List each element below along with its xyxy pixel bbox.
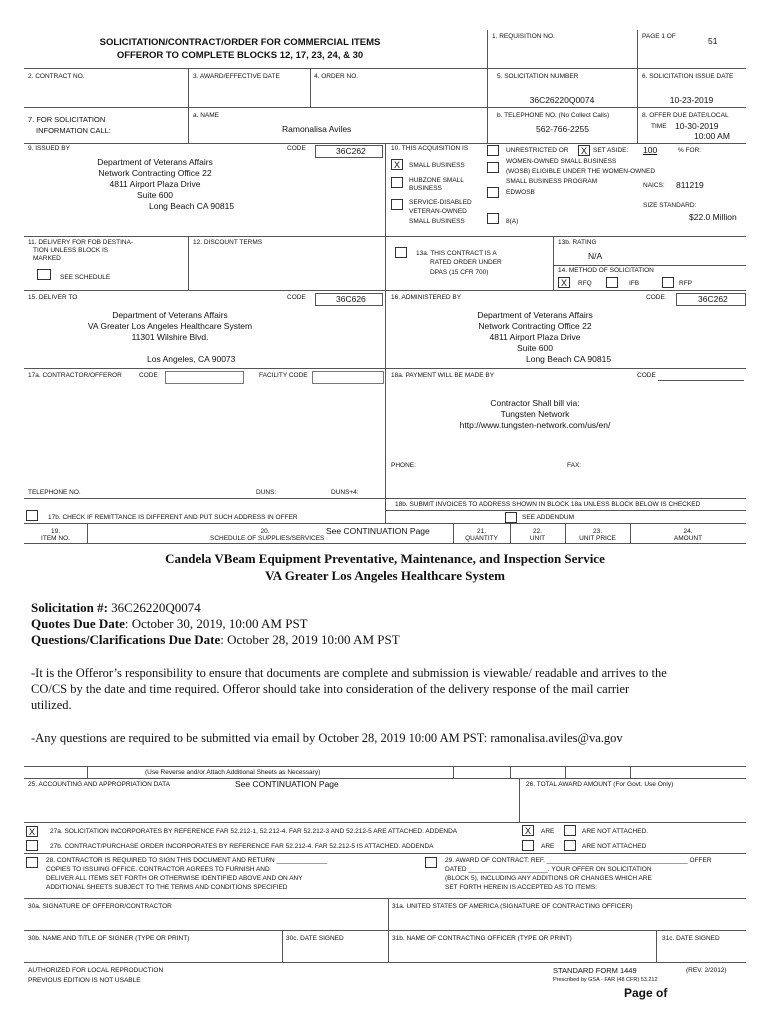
see-addendum-checkbox[interactable] [505, 512, 517, 523]
responsibility-paragraph-1: -It is the Offeror’s responsibility to ensure that documents are complete and submission is viewable/ readable and arrives to the [31, 666, 667, 680]
reverse-note: (Use Reverse and/or Attach Additional Sheets as Necessary) [145, 769, 321, 776]
issued-by-code-label: CODE [287, 145, 306, 152]
rfq-label: RFQ [578, 280, 592, 287]
see-schedule-label: SEE SCHEDULE [60, 274, 111, 281]
officer-date-label: 31c. DATE SIGNED [662, 935, 720, 942]
28-line-4: ADDITIONAL SHEETS SUBJECT TO THE TERMS AND CONDITIONS SPECIFIED [46, 884, 288, 891]
accounting-label: 25. ACCOUNTING AND APPROPRIATION DATA [28, 781, 170, 788]
issued-by-label: 9. ISSUED BY [28, 145, 70, 152]
discount-terms-label: 12. DISCOUNT TERMS [193, 239, 263, 246]
phone-label: PHONE: [391, 462, 416, 469]
see-schedule-checkbox[interactable] [37, 269, 51, 280]
sdvosb-label-2: VETERAN-OWNED [409, 208, 467, 215]
col-unit: UNIT [529, 535, 546, 542]
delivery-fob-label-3: MARKED [33, 255, 61, 262]
page-of: Page of [624, 986, 668, 1000]
contact-name: Ramonalisa Aviles [282, 124, 352, 134]
administered-line-3: 4811 Airport Plaza Drive [489, 332, 581, 342]
29-line-2: DATED ______________________. YOUR OFFER ON SOLICITATION [445, 866, 652, 873]
27b-are-label: ARE [541, 843, 555, 850]
standard-form: STANDARD FORM 1449 [553, 966, 637, 975]
telephone-value: 562-766-2255 [536, 124, 589, 134]
deliver-to-city: Los Angeles, CA 90073 [147, 354, 236, 364]
quotes-due-value: : October 30, 2019, 10:00 AM PST [124, 616, 308, 631]
small-business-label: SMALL BUSINESS [409, 162, 465, 169]
edwosb-checkbox[interactable] [487, 187, 499, 198]
col-unit-price: UNIT PRICE [579, 535, 616, 542]
info-call-label-2: INFORMATION CALL: [36, 126, 111, 135]
27b-are-not-label: ARE NOT ATTACHED [582, 843, 647, 850]
administered-line-5: Long Beach CA 90815 [526, 354, 612, 364]
quotes-due-line [31, 617, 308, 630]
rated-order-label-2: RATED ORDER UNDER [430, 259, 502, 266]
offer-due-time-label: TIME [651, 123, 667, 130]
contractor-label: 17a. CONTRACTOR/OFFEROR [28, 372, 122, 379]
payment-line-2: Tungsten Network [500, 409, 570, 419]
body-heading-1: Candela VBeam Equipment Preventative, Maintenance, and Inspection Service [165, 551, 605, 566]
remittance-checkbox[interactable] [26, 510, 38, 521]
28-checkbox[interactable] [26, 857, 38, 868]
page-label: PAGE 1 OF [642, 33, 676, 40]
form-revision: (REV. 2/2012) [686, 967, 727, 974]
col-schedule-num: 20. [260, 528, 270, 535]
contractor-signature-label: 30a. SIGNATURE OF OFFEROR/CONTRACTOR [28, 903, 172, 910]
naics-value: 811219 [676, 180, 704, 190]
payment-line-1: Contractor Shall bill via: [490, 398, 580, 408]
col-amount-num: 24. [683, 528, 693, 535]
contract-no-label: 2. CONTRACT NO. [28, 73, 85, 80]
set-aside-checkbox[interactable]: X [578, 145, 590, 156]
col-amount: AMOUNT [673, 535, 703, 542]
questions-paragraph: -Any questions are required to be submitted via email by October 28, 2019 10:00 AM PST: ramonalisa.aviles@va.gov [31, 731, 623, 745]
telephone-no-label: TELEPHONE NO. [28, 489, 81, 496]
officer-name-label: 31b. NAME OF CONTRACTING OFFICER (TYPE OR PRINT) [392, 935, 572, 942]
27b-are-checkbox[interactable] [522, 840, 534, 851]
28-line-2: COPIES TO ISSUING OFFICE. CONTRACTOR AGREES TO FURNISH AND [46, 866, 270, 873]
telephone-label: b. TELEPHONE NO. (No Collect Calls) [497, 112, 610, 119]
offer-due-date: 10-30-2019 [675, 121, 719, 131]
administered-by-label: 16. ADMINISTERED BY [391, 294, 462, 301]
rating-label: 13b. RATING [558, 239, 597, 246]
col-unit-num: 22. [532, 528, 543, 535]
wosb-checkbox[interactable] [487, 162, 499, 173]
page-total: 51 [708, 36, 718, 46]
issued-by-line-3: 4811 Airport Plaza Drive [109, 179, 201, 189]
solicitation-number-label: 5. SOLICITATION NUMBER [497, 73, 579, 80]
form-title-line1: SOLICITATION/CONTRACT/ORDER FOR COMMERCIAL ITEMS [99, 37, 381, 48]
administered-code-label: CODE [646, 294, 665, 301]
facility-code-label: FACILITY CODE [259, 372, 308, 379]
questions-due-label: Questions/Clarifications Due Date [31, 632, 221, 647]
administered-line-1: Department of Veterans Affairs [477, 310, 593, 320]
rated-order-label-3: DPAS (15 CFR 700) [430, 269, 489, 276]
sdvosb-label-1: SERVICE-DISABLED [409, 199, 472, 206]
duns-label: DUNS: [256, 489, 277, 496]
set-aside-label: SET ASIDE: [593, 147, 629, 154]
solicitation-line-label: Solicitation #: [31, 600, 108, 615]
27a-are-checkbox[interactable]: X [522, 825, 534, 836]
questions-due-value: : October 28, 2019 10:00 AM PST [220, 632, 400, 647]
col-schedule: SCHEDULE OF SUPPLIES/SERVICES [210, 535, 325, 542]
requisition-no-label: 1. REQUISITION NO. [492, 33, 555, 40]
hubzone-label-1: HUBZONE SMALL [409, 177, 464, 184]
us-signature-label: 31a. UNITED STATES OF AMERICA (SIGNATURE OF CONTRACTING OFFICER) [392, 903, 633, 910]
29-checkbox[interactable] [425, 857, 437, 868]
29-line-3: (BLOCK 5), INCLUDING ANY ADDITIONS OR CHANGES WHICH ARE [445, 875, 652, 882]
fax-label: FAX: [567, 462, 582, 469]
col-quantity: QUANTITY [465, 535, 498, 542]
rated-order-label-1: 13a. THIS CONTRACT IS A [416, 250, 497, 257]
unrestricted-checkbox[interactable] [487, 145, 499, 156]
payment-label: 18a. PAYMENT WILL BE MADE BY [391, 372, 495, 379]
col-unit-price-num: 23. [592, 528, 603, 535]
29-line-1: 29. AWARD OF CONTRACT: REF. _______________________________________ OFFER [445, 857, 712, 864]
method-label: 14. METHOD OF SOLICITATION [558, 267, 654, 274]
body-heading-2: VA Greater Los Angeles Healthcare System [265, 568, 505, 583]
27a-checkbox[interactable]: X [26, 826, 38, 837]
signer-name-label: 30b. NAME AND TITLE OF SIGNER (TYPE OR PRINT) [28, 935, 190, 942]
deliver-to-code: 36C626 [336, 294, 366, 304]
deliver-to-line-1: Department of Veterans Affairs [112, 310, 228, 320]
col-item-no: ITEM NO. [41, 535, 70, 542]
issued-by-line-5: Long Beach CA 90815 [149, 201, 235, 211]
accounting-value: See CONTINUATION Page [235, 779, 339, 789]
unrestricted-label: UNRESTRICTED OR [506, 147, 569, 154]
issued-by-line-4: Suite 600 [137, 190, 173, 200]
issued-by-line-1: Department of Veterans Affairs [97, 157, 213, 167]
sdvosb-label-3: SMALL BUSINESS [409, 218, 465, 225]
naics-label: NAICS: [643, 182, 665, 189]
27b-checkbox[interactable] [26, 840, 38, 851]
percent-for-label: % FOR: [678, 147, 702, 154]
auth-line-2: PREVIOUS EDITION IS NOT USABLE [28, 977, 141, 984]
size-standard-value: $22.0 Million [689, 212, 737, 222]
issue-date-label: 6. SOLICITATION ISSUE DATE [642, 73, 734, 80]
order-no-label: 4. ORDER NO. [314, 73, 359, 80]
solicitation-number: 36C26220Q0074 [529, 95, 595, 105]
rfq-checkbox[interactable]: X [558, 277, 570, 288]
ifb-label: IFB [629, 280, 640, 287]
ifb-checkbox[interactable] [606, 277, 618, 288]
solicitation-line-value: 36C26220Q0074 [107, 600, 201, 615]
hubzone-label-2: BUSINESS [409, 185, 442, 192]
quotes-due-label: Quotes Due Date [31, 616, 125, 631]
offer-due-time: 10:00 AM [694, 131, 730, 141]
col-item-no-num: 19. [50, 528, 61, 535]
administered-line-2: Network Contracting Office 22 [478, 321, 592, 331]
rfp-label: RFP [679, 280, 692, 287]
27b-are-not-checkbox[interactable] [564, 840, 576, 851]
questions-due-line [31, 633, 400, 646]
rating-value: N/A [588, 251, 603, 261]
27b-text: 27b. CONTRACT/PURCHASE ORDER INCORPORATES BY REFERENCE FAR 52.212-4. FAR 52.212-5 IS ATTACHED. ADDENDA [50, 843, 434, 850]
8a-checkbox[interactable] [487, 213, 499, 224]
award-date-label: 3. AWARD/EFFECTIVE DATE [193, 73, 280, 80]
27a-are-not-label: ARE NOT ATTACHED. [582, 828, 649, 835]
wosb-label-2: (WOSB) ELIGIBLE UNDER THE WOMEN-OWNED [506, 168, 656, 175]
28-line-1: 28. CONTRACTOR IS REQUIRED TO SIGN THIS DOCUMENT AND RETURN ______________ [46, 857, 328, 864]
small-business-checkbox[interactable]: X [391, 159, 403, 170]
contractor-date-label: 30c. DATE SIGNED [286, 935, 344, 942]
administered-code: 36C262 [698, 294, 728, 304]
administered-line-4: Suite 600 [517, 343, 553, 353]
delivery-fob-label-1: 11. DELIVERY FOR FOB DESTINA- [28, 239, 134, 246]
responsibility-paragraph-2: CO/CS by the date and time required. Offeror should take into consideration of the delivery response of the mail carrier [31, 682, 630, 696]
auth-line-1: AUTHORIZED FOR LOCAL REPRODUCTION [28, 967, 164, 974]
issued-by-code: 36C262 [336, 146, 366, 156]
issue-date: 10-23-2019 [669, 95, 714, 105]
col-quantity-num: 21. [476, 528, 487, 535]
27a-are-label: ARE [541, 828, 555, 835]
edwosb-label: EDWOSB [506, 189, 535, 196]
deliver-to-label: 15. DELIVER TO [28, 294, 78, 301]
issued-by-line-2: Network Contracting Office 22 [98, 168, 212, 178]
29-line-4: SET FORTH HEREIN IS ACCEPTED AS TO ITEMS: [445, 884, 597, 891]
form-title-line2: OFFEROR TO COMPLETE BLOCKS 12, 17, 23, 24, & 30 [116, 50, 364, 61]
hubzone-checkbox[interactable] [391, 177, 403, 188]
acquisition-label: 10. THIS ACQUISITION IS [391, 145, 469, 152]
delivery-fob-label-2: TION UNLESS BLOCK IS [33, 247, 109, 254]
27a-are-not-checkbox[interactable] [564, 825, 576, 836]
payment-code-label: CODE [637, 372, 656, 379]
responsibility-paragraph-3: utilized. [31, 698, 72, 712]
set-aside-percent: 100 [643, 145, 658, 155]
prescribed-by: Prescribed by GSA - FAR (48 CFR) 53.212 [553, 977, 658, 983]
contact-name-label: a. NAME [193, 112, 220, 119]
info-call-label-1: 7. FOR SOLICITATION [28, 115, 106, 124]
wosb-label-3: SMALL BUSINESS PROGRAM [506, 178, 598, 185]
duns4-label: DUNS+4: [331, 489, 359, 496]
wosb-label-1: WOMEN-OWNED SMALL BUSINESS [506, 158, 617, 165]
remittance-label: 17b. CHECK IF REMITTANCE IS DIFFERENT AND PUT SUCH ADDRESS IN OFFER [48, 514, 298, 521]
invoice-instructions: 18b. SUBMIT INVOICES TO ADDRESS SHOWN IN BLOCK 18a UNLESS BLOCK BELOW IS CHECKED [395, 501, 701, 508]
rfp-checkbox[interactable] [662, 277, 674, 288]
see-addendum-label: SEE ADDENDUM [522, 514, 575, 521]
total-award-label: 26. TOTAL AWARD AMOUNT (For Govt. Use Only) [526, 781, 674, 788]
deliver-to-code-label: CODE [287, 294, 306, 301]
deliver-to-line-2: VA Greater Los Angeles Healthcare System [87, 321, 253, 331]
contractor-code-label: CODE [139, 372, 158, 379]
sdvosb-checkbox[interactable] [391, 199, 403, 210]
offer-due-label: 8. OFFER DUE DATE/LOCAL [642, 112, 729, 119]
continuation-note: See CONTINUATION Page [326, 526, 430, 536]
solicitation-line [31, 601, 201, 614]
8a-label: 8(A) [506, 218, 519, 225]
28-line-3: DELIVER ALL ITEMS SET FORTH OR OTHERWISE IDENTIFIED ABOVE AND ON ANY [46, 875, 303, 882]
27a-text: 27a. SOLICITATION INCORPORATES BY REFERENCE FAR 52.212-1, 52.212-4. FAR 52.212-3 AND 52.212-5 ARE ATTACHED. ADDENDA [50, 828, 458, 835]
deliver-to-line-3: 11301 Wilshire Blvd. [131, 332, 209, 342]
size-standard-label: SIZE STANDARD: [643, 202, 697, 209]
rated-order-checkbox[interactable] [395, 247, 407, 258]
payment-line-3: http://www.tungsten-network.com/us/en/ [459, 420, 611, 430]
